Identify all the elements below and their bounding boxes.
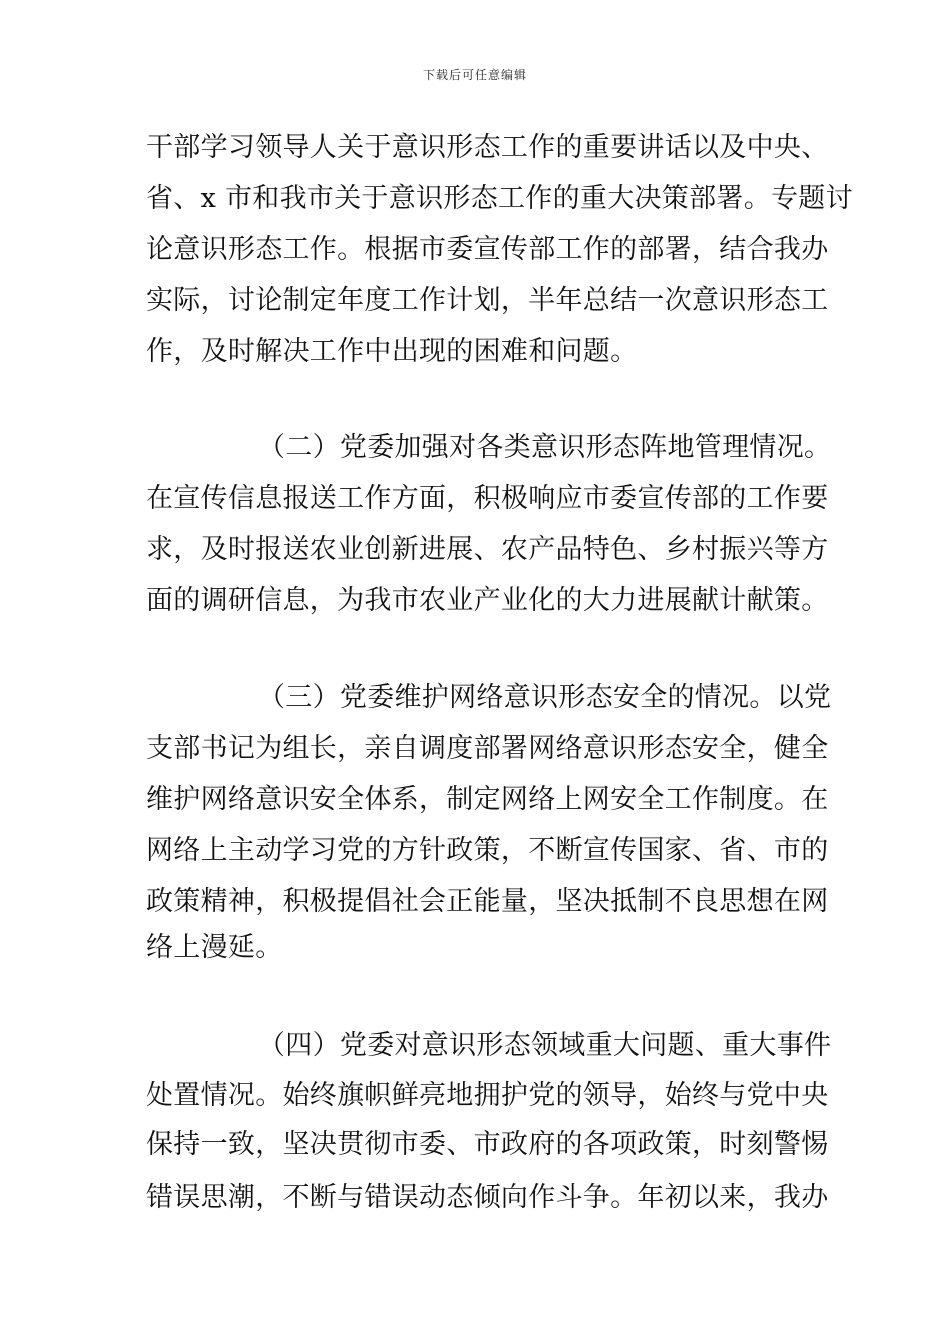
paragraph-1-line-2: 省、x 市和我市关于意识形态工作的重大决策部署。专题讨 (146, 183, 853, 214)
paragraph-3-line-6: 络上漫延。 (146, 932, 283, 963)
paragraph-4-line-1: （四）党委对意识形态领域重大问题、重大事件 (258, 1030, 832, 1061)
paragraph-3-line-4: 网络上主动学习党的方针政策，不断宣传国家、省、市的 (146, 835, 829, 866)
paragraph-2-line-2: 在宣传信息报送工作方面，积极响应市委宣传部的工作要 (146, 483, 829, 514)
paragraph-1-line-1: 干部学习领导人关于意识形态工作的重要讲话以及中央、 (146, 132, 829, 163)
paragraph-4-line-2: 处置情况。始终旗帜鲜亮地拥护党的领导，始终与党中央 (146, 1080, 829, 1111)
paragraph-2-line-1: （二）党委加强对各类意识形态阵地管理情况。 (258, 432, 832, 463)
page-header: 下载后可任意编辑 (422, 68, 527, 82)
paragraph-3-line-5: 政策精神，积极提倡社会正能量，坚决抵制不良思想在网 (146, 886, 829, 917)
paragraph-2-line-3: 求，及时报送农业创新进展、农产品特色、乡村振兴等方 (146, 534, 829, 565)
paragraph-1-line-5: 作，及时解决工作中出现的困难和问题。 (146, 336, 638, 367)
paragraph-3-line-1: （三）党委维护网络意识形态安全的情况。以党 (258, 682, 832, 713)
paragraph-1-line-4: 实际，讨论制定年度工作计划，半年总结一次意识形态工 (146, 285, 829, 316)
paragraph-3-line-3: 维护网络意识安全体系，制定网络上网安全工作制度。在 (146, 784, 829, 815)
paragraph-4-line-3: 保持一致，坚决贯彻市委、市政府的各项政策，时刻警惕 (146, 1129, 829, 1160)
paragraph-4-line-4: 错误思潮，不断与错误动态倾向作斗争。年初以来，我办 (146, 1182, 829, 1213)
paragraph-1-line-3: 论意识形态工作。根据市委宣传部工作的部署，结合我办 (146, 234, 829, 265)
paragraph-3-line-2: 支部书记为组长，亲自调度部署网络意识形态安全，健全 (146, 733, 829, 764)
paragraph-2-line-4: 面的调研信息，为我市农业产业化的大力进展献计献策。 (146, 585, 829, 616)
